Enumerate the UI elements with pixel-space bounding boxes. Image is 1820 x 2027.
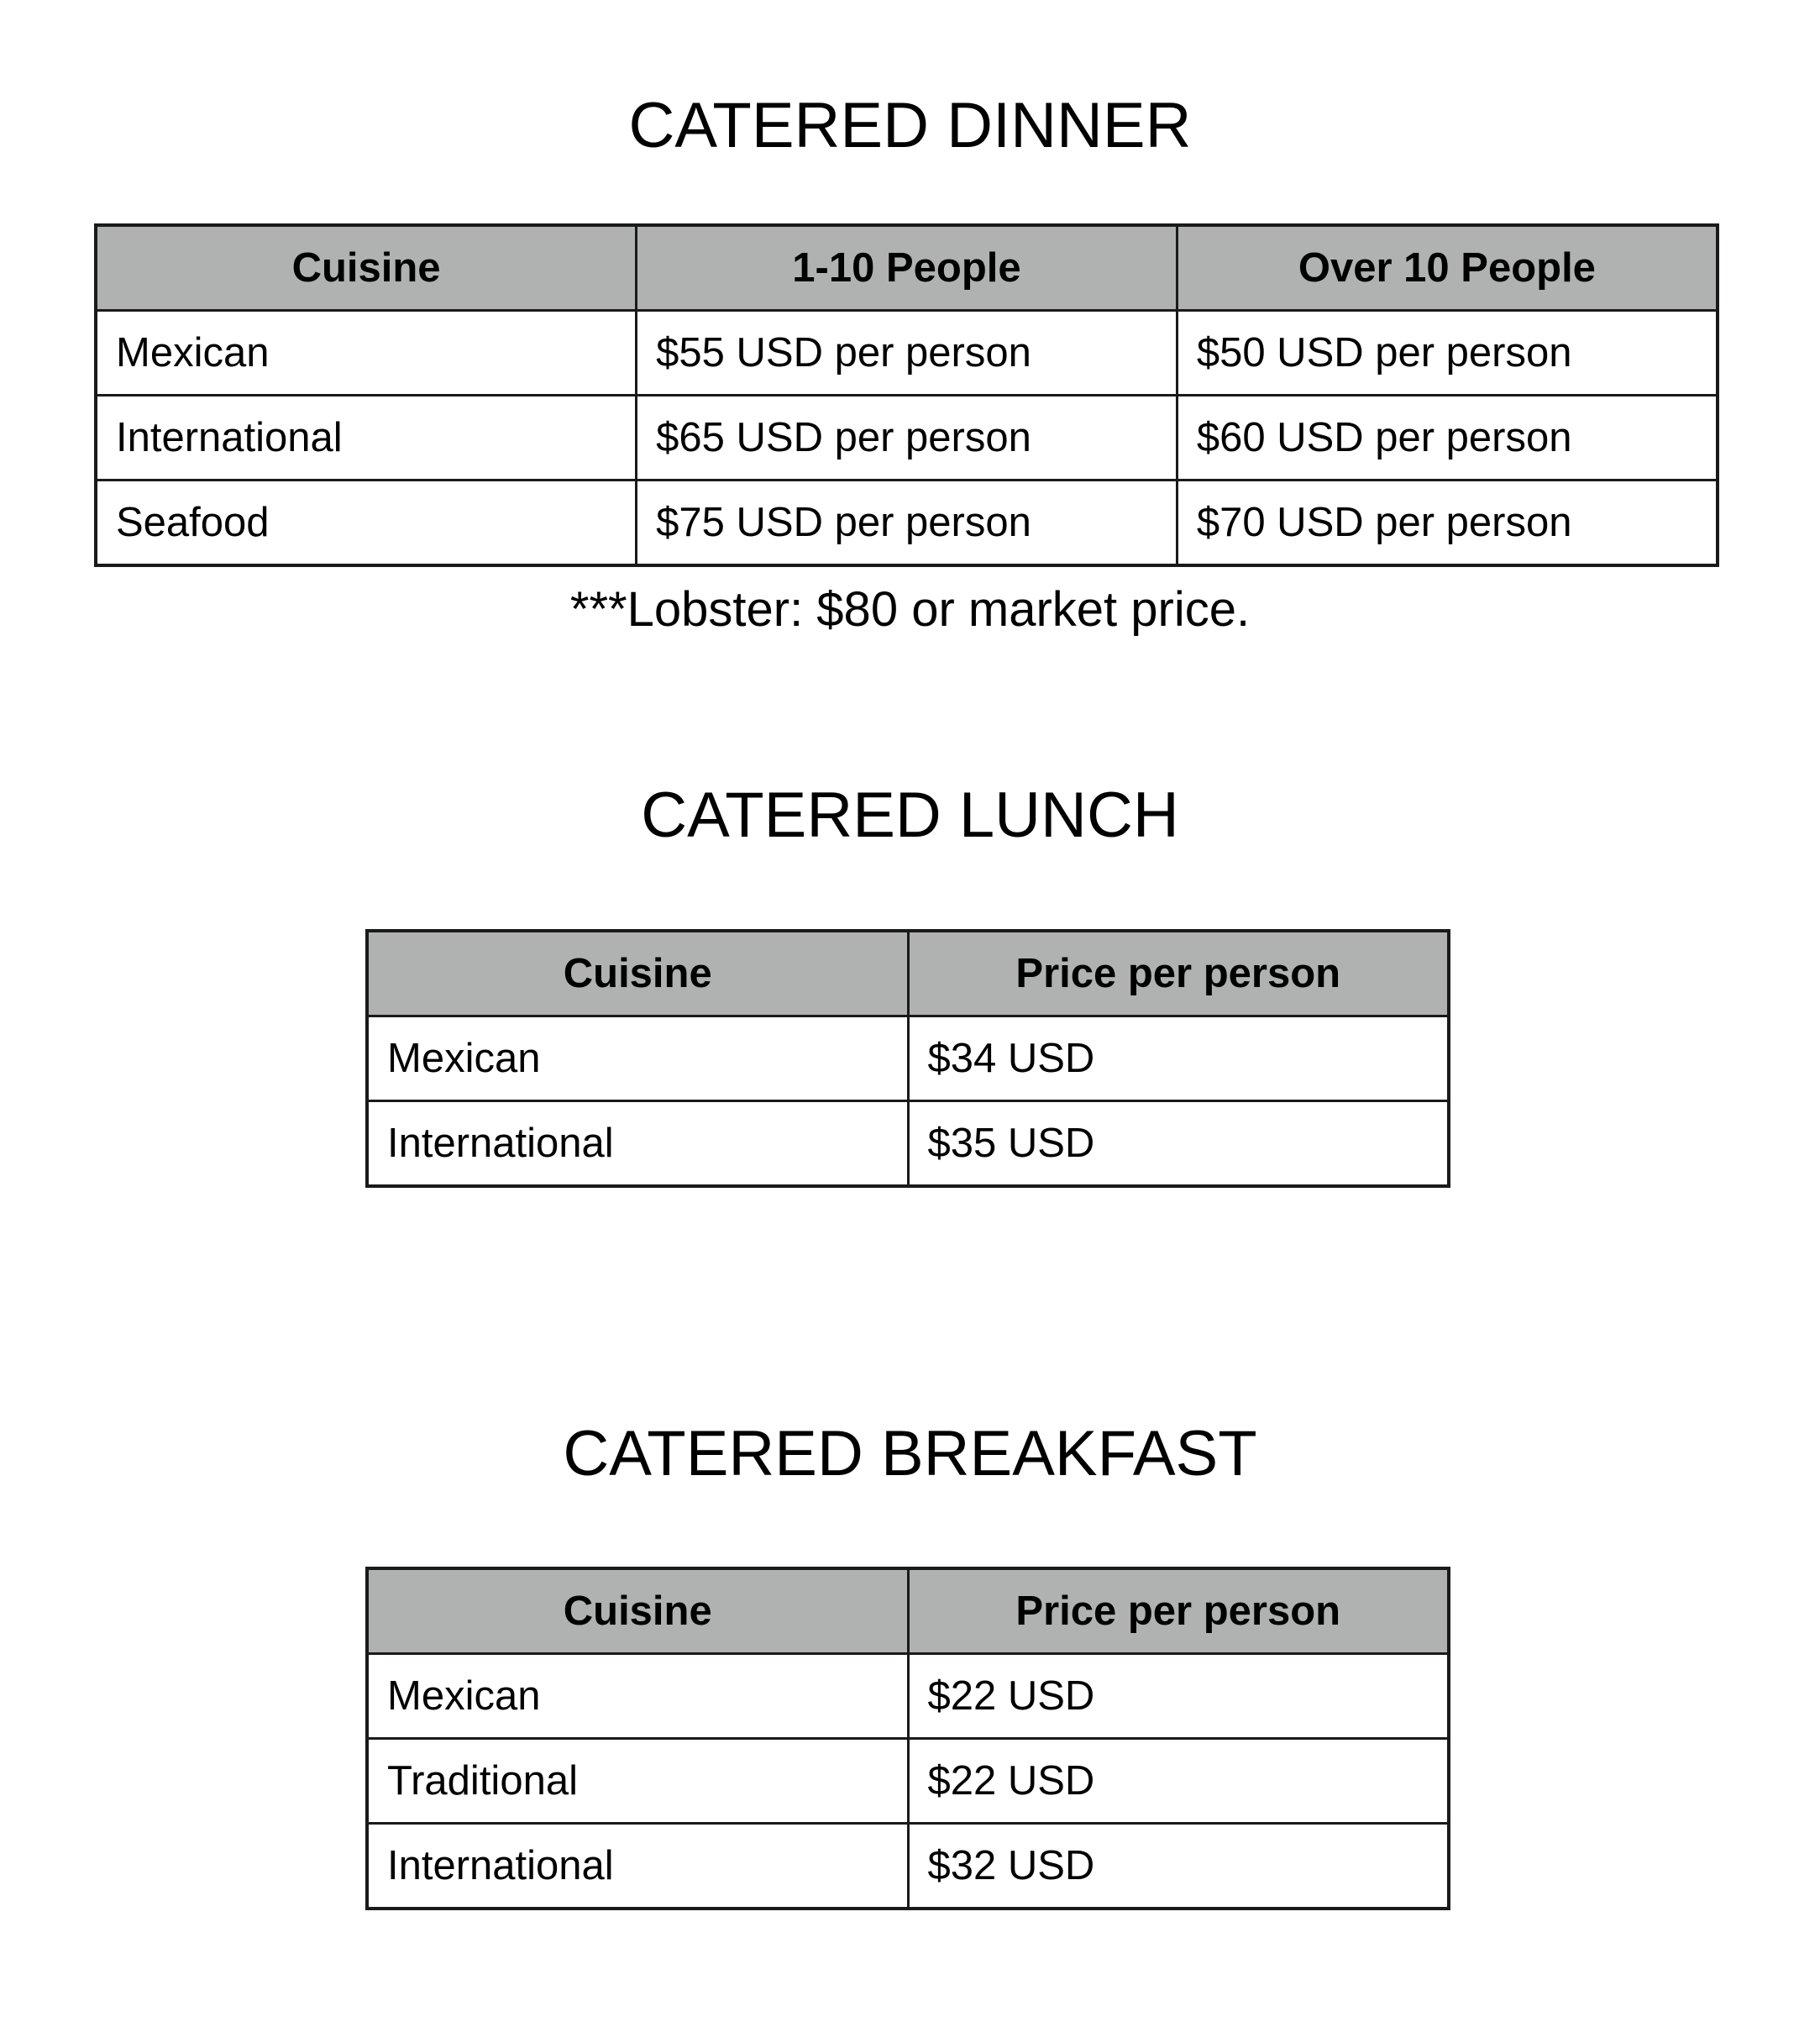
price-cell: $60 USD per person bbox=[1177, 396, 1718, 480]
cuisine-cell: International bbox=[367, 1101, 908, 1187]
price-cell: $50 USD per person bbox=[1177, 311, 1718, 396]
price-cell: $34 USD bbox=[908, 1016, 1449, 1101]
price-cell: $55 USD per person bbox=[637, 311, 1177, 396]
price-cell: $22 USD bbox=[908, 1654, 1449, 1739]
lobster-note: ***Lobster: $80 or market price. bbox=[569, 582, 1251, 637]
column-header-1-10-people: 1-10 People bbox=[637, 225, 1177, 311]
dinner-title: CATERED DINNER bbox=[628, 90, 1192, 161]
breakfast-title: CATERED BREAKFAST bbox=[563, 1418, 1257, 1489]
table-row bbox=[367, 1824, 1449, 1909]
cuisine-cell: Traditional bbox=[367, 1739, 908, 1824]
cuisine-cell: Mexican bbox=[96, 311, 637, 396]
table-row bbox=[367, 1016, 1449, 1101]
table-header-row bbox=[367, 931, 1449, 1016]
table-header-row bbox=[96, 225, 1718, 311]
table-row bbox=[367, 1654, 1449, 1739]
cuisine-cell: Seafood bbox=[96, 480, 637, 566]
table-row bbox=[96, 396, 1718, 480]
column-header-cuisine: Cuisine bbox=[367, 1568, 908, 1654]
table-row bbox=[96, 311, 1718, 396]
cuisine-cell: Mexican bbox=[367, 1654, 908, 1739]
lunch-price-table bbox=[365, 929, 1450, 1188]
price-cell: $70 USD per person bbox=[1177, 480, 1718, 566]
table-row bbox=[96, 480, 1718, 566]
column-header-price-per-person: Price per person bbox=[908, 931, 1449, 1016]
column-header-price-per-person: Price per person bbox=[908, 1568, 1449, 1654]
column-header-cuisine: Cuisine bbox=[96, 225, 637, 311]
cuisine-cell: International bbox=[96, 396, 637, 480]
price-cell: $65 USD per person bbox=[637, 396, 1177, 480]
breakfast-price-table bbox=[365, 1567, 1450, 1910]
lunch-title: CATERED LUNCH bbox=[641, 780, 1179, 851]
dinner-price-table bbox=[94, 223, 1719, 567]
table-row bbox=[367, 1101, 1449, 1187]
price-cell: $75 USD per person bbox=[637, 480, 1177, 566]
price-cell: $22 USD bbox=[908, 1739, 1449, 1824]
cuisine-cell: International bbox=[367, 1824, 908, 1909]
price-cell: $35 USD bbox=[908, 1101, 1449, 1187]
column-header-over-10-people: Over 10 People bbox=[1177, 225, 1718, 311]
cuisine-cell: Mexican bbox=[367, 1016, 908, 1101]
table-header-row bbox=[367, 1568, 1449, 1654]
price-cell: $32 USD bbox=[908, 1824, 1449, 1909]
column-header-cuisine: Cuisine bbox=[367, 931, 908, 1016]
table-row bbox=[367, 1739, 1449, 1824]
